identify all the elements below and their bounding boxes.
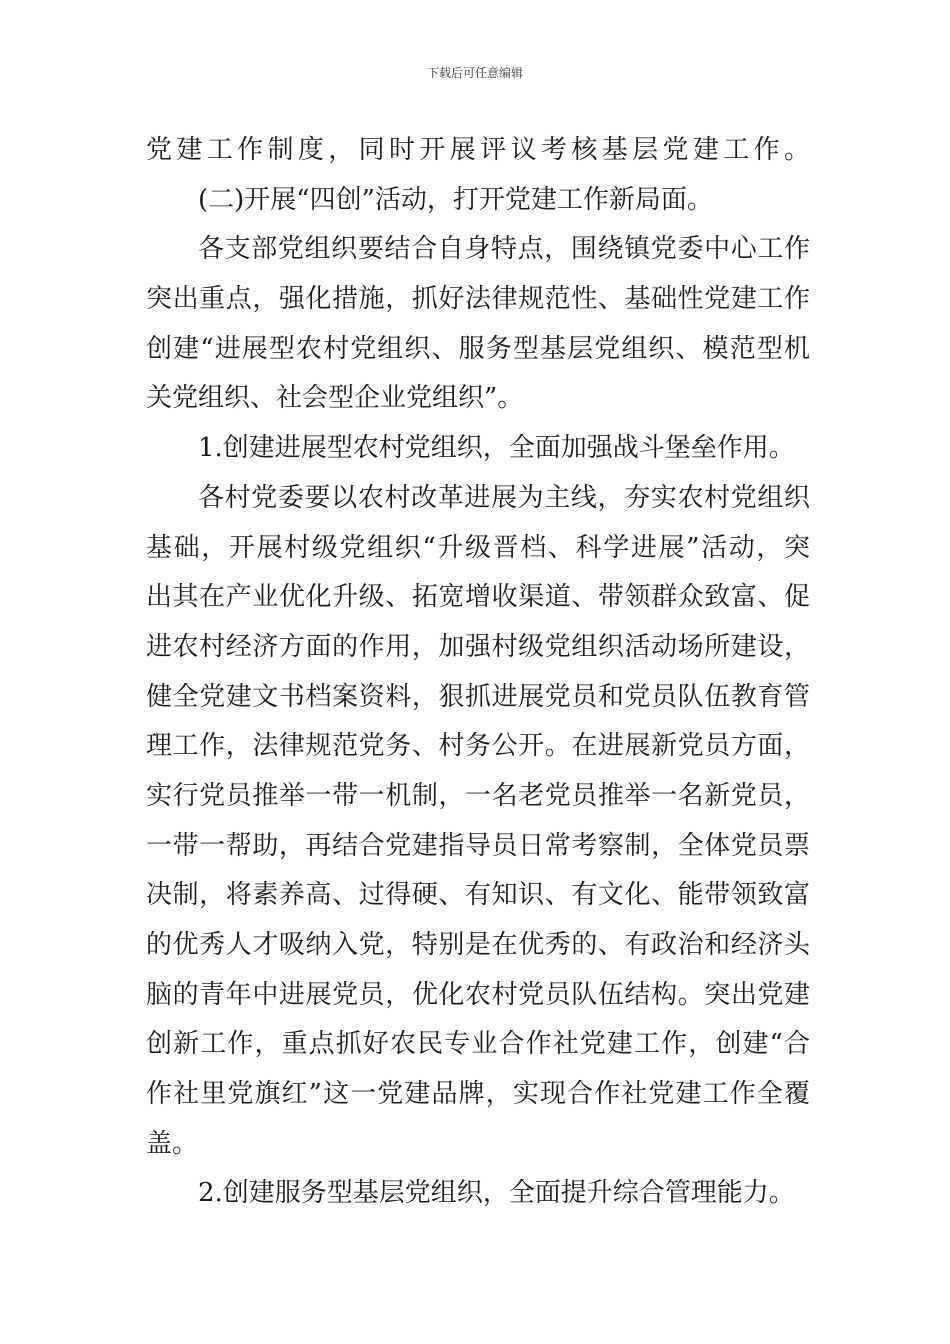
text-line: 进农村经济方面的作用，加强村级党组织活动场所建设， bbox=[146, 631, 810, 662]
text-line: 出其在产业优化升级、拓宽增收渠道、带领群众致富、促 bbox=[146, 582, 810, 613]
text-line: 作社里党旗红”这一党建品牌，实现合作社党建工作全覆 bbox=[146, 1079, 810, 1110]
subsection-heading: 1.创建进展型农村党组织，全面加强战斗堡垒作用。 bbox=[198, 433, 795, 464]
section-heading: (二)开展“四创”活动，打开党建工作新局面。 bbox=[198, 184, 713, 215]
text-line: 的优秀人才吸纳入党，特别是在优秀的、有政治和经济头 bbox=[146, 930, 810, 960]
text-line: 创新工作，重点抓好农民专业合作社党建工作，创建“合 bbox=[146, 1029, 810, 1060]
text-line: 决制，将素养高、过得硬、有知识、有文化、能带领致富 bbox=[146, 880, 810, 911]
text-line: 理工作，法律规范党务、村务公开。在进展新党员方面， bbox=[146, 731, 810, 762]
text-line: 健全党建文书档案资料，狠抓进展党员和党员队伍教育管 bbox=[146, 681, 810, 712]
text-line: 各支部党组织要结合自身特点，围绕镇党委中心工作 bbox=[198, 234, 810, 265]
text-line: 盖。 bbox=[146, 1128, 199, 1159]
text-line: 关党组织、社会型企业党组织”。 bbox=[146, 383, 524, 414]
text-line: 创建“进展型农村党组织、服务型基层党组织、模范型机 bbox=[146, 333, 810, 364]
text-line: 实行党员推举一带一机制，一名老党员推举一名新党员， bbox=[146, 780, 810, 811]
text-line: 突出重点，强化措施，抓好法律规范性、基础性党建工作 bbox=[146, 284, 810, 315]
page-header: 下载后可任意编辑 bbox=[426, 66, 523, 80]
text-line: 基础，开展村级党组织“升级晋档、科学进展”活动，突 bbox=[146, 532, 810, 563]
text-line: 党建工作制度，同时开展评议考核基层党建工作。 bbox=[146, 135, 810, 165]
document-body bbox=[146, 126, 810, 1219]
text-line: 各村党委要以农村改革进展为主线，夯实农村党组织 bbox=[198, 482, 810, 513]
subsection-heading: 2.创建服务型基层党组织，全面提升综合管理能力。 bbox=[198, 1178, 795, 1209]
text-line: 脑的青年中进展党员，优化农村党员队伍结构。突出党建 bbox=[146, 979, 810, 1010]
text-line: 一带一帮助，再结合党建指导员日常考察制，全体党员票 bbox=[146, 830, 810, 861]
